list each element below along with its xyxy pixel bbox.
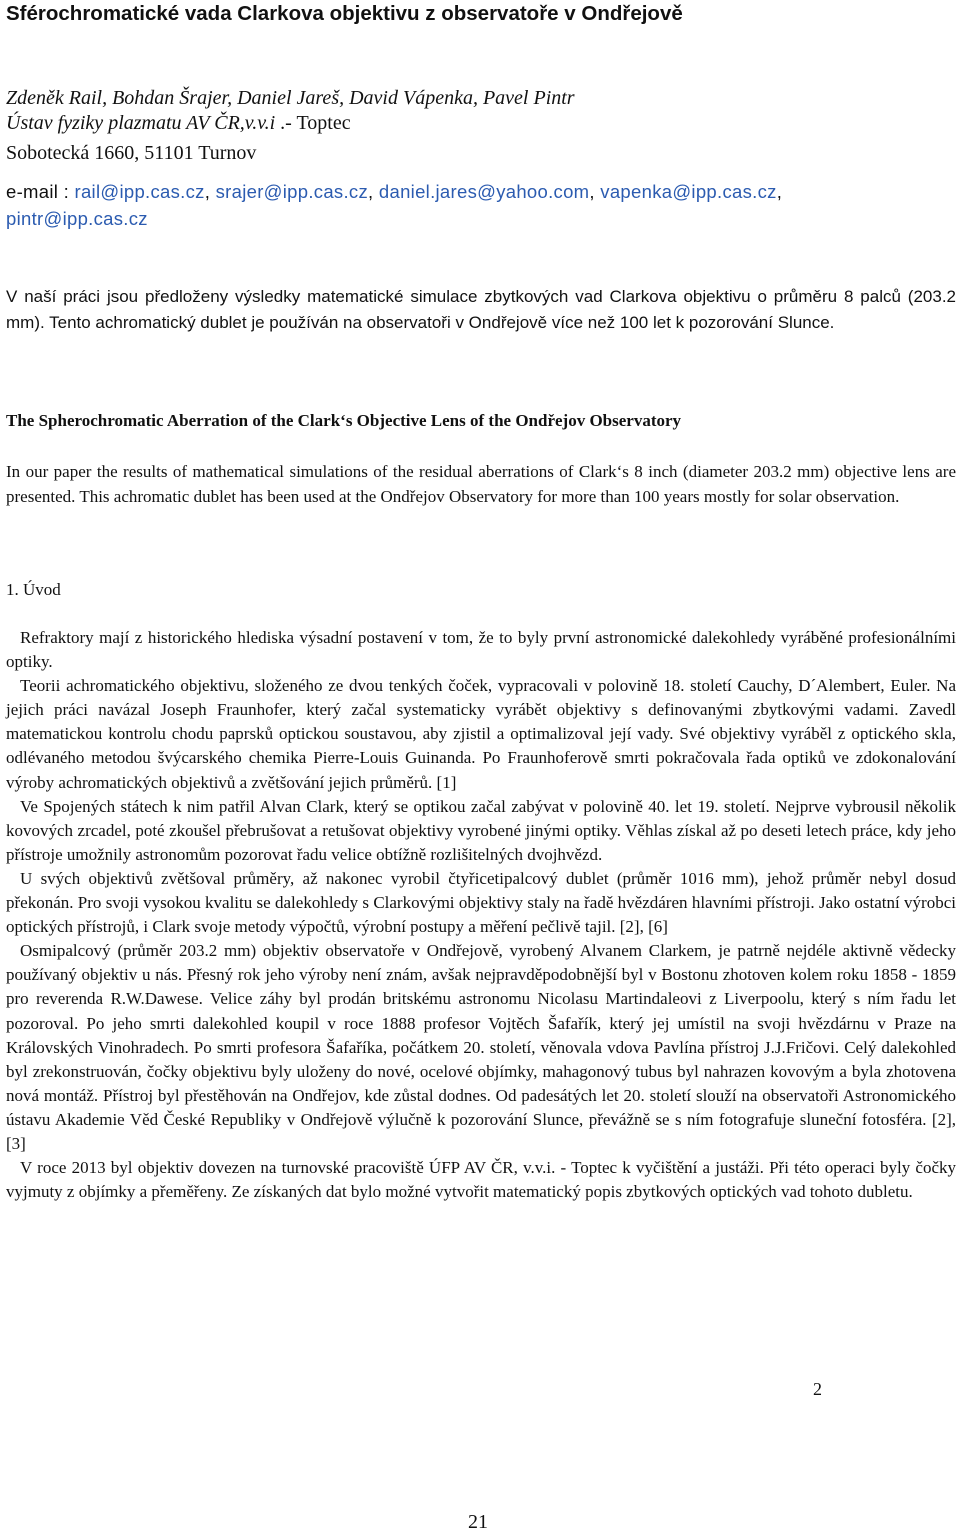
- paragraph: Ve Spojených státech k nim patřil Alvan Clark, který se optikou začal zabývat v polovině 40. let 19. století. Nejprve vybrousil několik kovových zrcadel, poté zkoušel přebrušovat a retušovat objektivy vyrobené jinými optiky. Věhlas získal až po deseti letech práce, kdy jeho přístroje umožnily astronomům pozorovat řadu velice obtížně rozlišitelných dvojhvězd.: [6, 796, 956, 864]
- author-block: [6, 86, 906, 136]
- abstract-english: In our paper the results of mathematical simulations of the residual aberrations of Clark‘s 8 inch (diameter 203.2 mm) objective lens are presented. This achromatic dublet has been used at the Ondřejov Observatory for more than 100 years mostly for solar observation.: [6, 462, 956, 506]
- email-block: [6, 178, 956, 232]
- paragraph: Refraktory mají z historického hlediska výsadní postavení v tom, že to byly první astronomické dalekohledy vyráběné profesionálními optiky.: [6, 628, 956, 672]
- paper-title: Sférochromatické vada Clarkova objektivu z observatoře v Ondřejově: [6, 2, 683, 25]
- postal-address: Sobotecká 1660, 51101 Turnov: [6, 142, 257, 164]
- paragraph: U svých objektivů zvětšoval průměry, až nakonec vyrobil čtyřicetipalcový dublet (průměr 1016 mm), jehož průměr nebyl dosud překonán. Pro svoji vysokou kvalitu se dalekohledy s Clarkovými objektivy staly na řadě hvězdáren hlavními přístroji. Jako ostatní výrobci optických přístrojů, i Clark svoje metody výpočtů, výrobní postupy a měření pečlivě tajil. [2], [6]: [6, 868, 956, 937]
- footer-page-number: 21: [468, 1511, 488, 1533]
- section-heading: 1. Úvod: [6, 580, 61, 599]
- email-separator: ,: [589, 181, 601, 202]
- email-separator: ,: [368, 181, 379, 202]
- email-link-pintr[interactable]: pintr@ipp.cas.cz: [6, 208, 148, 229]
- paragraph: Teorii achromatického objektivu, složeného ze dvou tenkých čoček, vypracovali v polovině 18. století Cauchy, D´Alembert, Euler. Na jejich práci navázal Joseph Fraunhofer, který začal systematicky vyrábět objektivy s definovanými zbytkovými vadami. Zavedl matematickou kontrolu chodu paprsků optickou soustavou, aby zjistil a optimalizoval její vady. Své objektivy vyráběl z optického skla, odlévaného metodou švýcarského chemika Pierre-Louis Guinanda. Po Fraunhoferově smrti pokračovala řada optiků ve zdokonalování výroby achromatických objektivů a zvětšování jejich průměrů. [1]: [6, 676, 956, 792]
- abstract-czech: V naší práci jsou předloženy výsledky matematické simulace zbytkových vad Clarkova objektivu o průměru 8 palců (203.2 mm). Tento achromatický dublet je používán na observatoři v Ondřejově více než 100 let k pozorování Slunce.: [6, 287, 956, 332]
- email-separator: ,: [204, 181, 216, 202]
- email-link-rail[interactable]: rail@ipp.cas.cz: [74, 181, 205, 202]
- english-title: The Spherochromatic Aberration of the Clark‘s Objective Lens of the Ondřejov Observatory: [6, 411, 682, 430]
- email-link-jares[interactable]: daniel.jares@yahoo.com: [378, 181, 590, 202]
- institution-line: [6, 111, 906, 136]
- email-link-srajer[interactable]: srajer@ipp.cas.cz: [215, 181, 369, 202]
- email-separator: ,: [776, 181, 783, 202]
- body-text: [6, 626, 956, 1204]
- paragraph: V roce 2013 byl objektiv dovezen na turnovské pracoviště ÚFP AV ČR, v.v.i. - Toptec k vyčištění a justáži. Při této operaci byly čočky vyjmuty z objímky a přeměřeny. Ze získaných dat bylo možné vytvořit matematický popis zbytkových optických vad tohoto dubletu.: [6, 1158, 956, 1202]
- paragraph: Osmipalcový (průměr 203.2 mm) objektiv observatoře v Ondřejově, vyrobený Alvanem Clarkem, je patrně nejdéle aktivně vědecky používaný objektiv u nás. Přesný rok jeho výroby není znám, avšak nejpravděpodobnější byl v Bostonu zhotoven kolem roku 1858 - 1859 pro reverenda R.W.Dawese. Velice záhy byl prodán britskému astronomu Nicolasu Martindaleovi z Liverpoolu, který s ním řadu let pozoroval. Po jeho smrti dalekohled koupil v roce 1888 profesor Vojtěch Šafařík, který jej umístil na svoji hvězdárnu v Praze na Královských Vinohradech. Po smrti profesora Šafaříka, počátkem 20. století, věnovala vdova Pavlína přístroj J.J.Fričovi. Celý dalekohled byl zrekonstruován, čočky objektivu byly uloženy do nové, ocelové objímky, mahagonový tubus byl nahrazen kovovým a byla zhotovena nová montáž. Přístroj byl přestěhován na Ondřejov, kde zůstal dodnes. Od padesátých let 20. století slouží na observatoři Astronomického ústavu Akademie Věd České Republiky v Ondřejově výlučně k pozorování Slunce, převážně se s ním fotografuje sluneční fotosféra. [2], [3]: [6, 941, 956, 1153]
- page-number: 2: [813, 1379, 822, 1399]
- authors-line: Zdeněk Rail, Bohdan Šrajer, Daniel Jareš, David Vápenka, Pavel Pintr: [6, 87, 575, 109]
- email-link-vapenka[interactable]: vapenka@ipp.cas.cz: [600, 181, 777, 202]
- institution-suffix: .- Toptec: [275, 112, 351, 134]
- email-label: e-mail :: [6, 181, 75, 202]
- institution-name: Ústav fyziky plazmatu AV ČR,v.v.i: [6, 112, 276, 134]
